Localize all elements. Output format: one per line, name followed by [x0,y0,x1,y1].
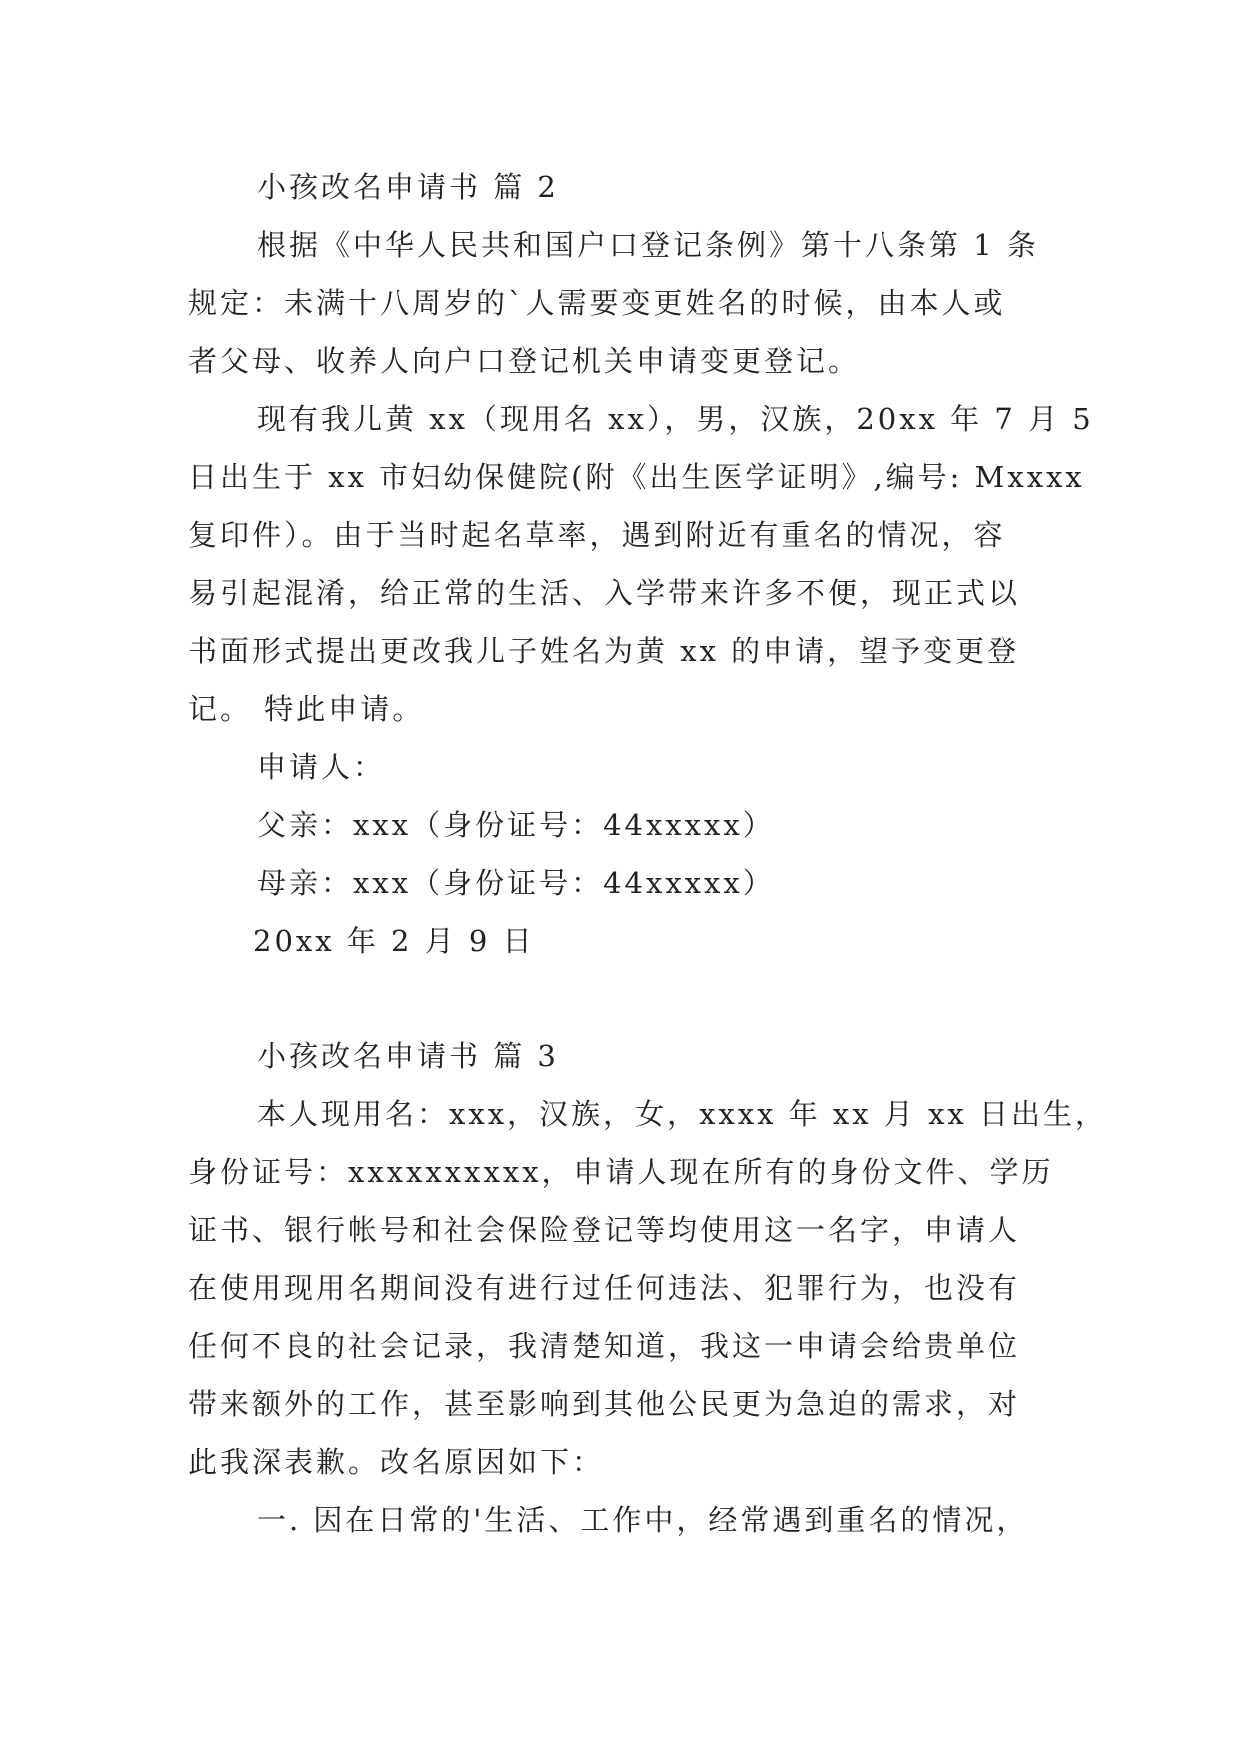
paragraph-line: 一. 因在日常的'生活、工作中，经常遇到重名的情况， [257,1503,1029,1537]
paragraph-line: 根据《中华人民共和国户口登记条例》第十八条第 1 条 [257,228,1039,262]
section-2-heading: 小孩改名申请书 篇 2 [257,170,559,204]
paragraph-line: 复印件）。由于当时起名草率，遇到附近有重名的情况，容 [188,518,1006,552]
paragraph-line: 身份证号：xxxxxxxxxx，申请人现在所有的身份文件、学历 [188,1155,1054,1189]
mother-info: 母亲：xxx（身份证号：44xxxxx） [257,866,775,900]
paragraph-line: 此我深表歉。改名原因如下： [188,1445,605,1479]
paragraph-line: 记。 特此申请。 [188,692,425,726]
paragraph-line: 日出生于 xx 市妇幼保健院(附《出生医学证明》,编号: Mxxxx [188,460,1085,494]
paragraph-line: 在使用现用名期间没有进行过任何违法、犯罪行为，也没有 [188,1271,1021,1305]
paragraph-line: 规定：未满十八周岁的`人需要变更姓名的时候，由本人或 [188,286,1006,320]
paragraph-line: 易引起混淆，给正常的生活、入学带来许多不便，现正式以 [188,576,1021,610]
paragraph-line: 带来额外的工作，甚至影响到其他公民更为急迫的需求，对 [188,1387,1021,1421]
paragraph-line: 任何不良的社会记录，我清楚知道，我这一申请会给贵单位 [188,1329,1021,1363]
paragraph-line: 证书、银行帐号和社会保险登记等均使用这一名字，申请人 [188,1213,1021,1247]
paragraph-line: 本人现用名：xxx，汉族，女，xxxx 年 xx 月 xx 日出生， [257,1097,1107,1131]
section-3-heading: 小孩改名申请书 篇 3 [257,1039,559,1073]
paragraph-line: 现有我儿黄 xx（现用名 xx），男，汉族，20xx 年 7 月 5 [257,402,1094,436]
paragraph-line: 书面形式提出更改我儿子姓名为黄 xx 的申请，望予变更登 [188,634,1020,668]
applicant-label: 申请人： [257,750,386,784]
father-info: 父亲：xxx（身份证号：44xxxxx） [257,808,775,842]
application-date: 20xx 年 2 月 9 日 [253,924,535,958]
paragraph-line: 者父母、收养人向户口登记机关申请变更登记。 [188,344,861,378]
